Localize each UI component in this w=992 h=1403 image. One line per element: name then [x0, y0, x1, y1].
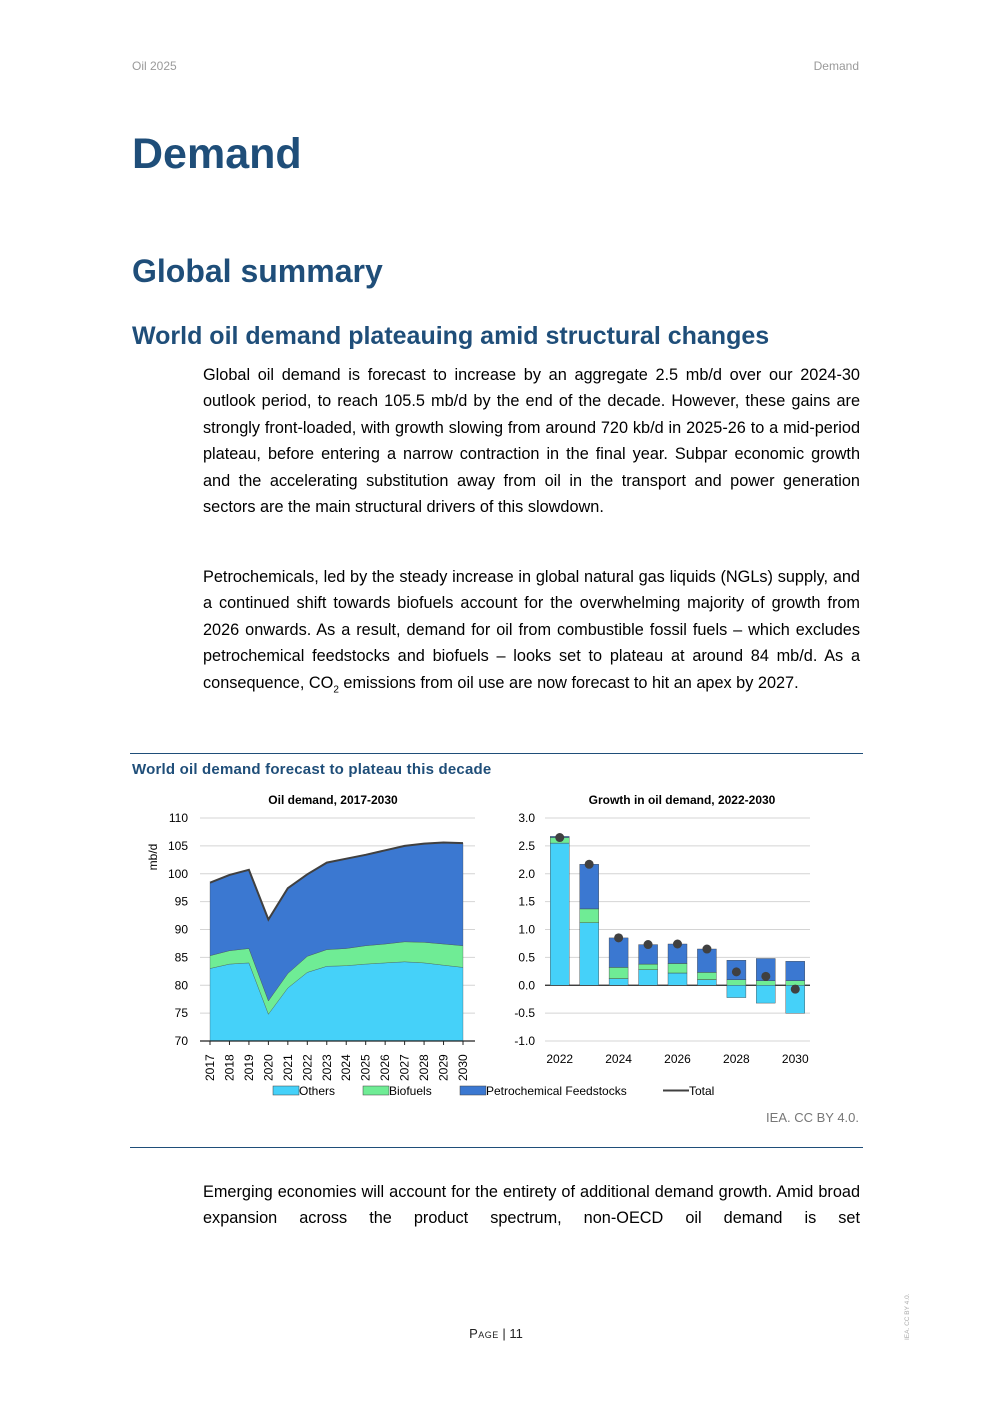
- right-y-tick-label: -0.5: [514, 1006, 535, 1021]
- left-y-tick-label: 85: [174, 950, 188, 965]
- bar-others: [668, 973, 687, 985]
- left-x-tick-label: 2024: [339, 1054, 354, 1081]
- left-x-tick-label: 2029: [436, 1054, 451, 1081]
- left-x-tick-label: 2019: [241, 1054, 256, 1081]
- right-y-tick-label: 0.5: [518, 950, 535, 965]
- bar-others: [550, 843, 569, 985]
- right-x-tick-label: 2028: [723, 1052, 750, 1066]
- left-x-tick-label: 2022: [300, 1054, 315, 1081]
- figure-source: IEA. CC BY 4.0.: [766, 1110, 859, 1125]
- total-marker: [732, 967, 741, 976]
- left-y-tick-label: 95: [174, 894, 188, 909]
- bar-others: [580, 923, 599, 985]
- bar-biofuels: [697, 972, 716, 979]
- area-others: [210, 962, 463, 1041]
- right-x-tick-label: 2022: [546, 1052, 574, 1066]
- bar-biofuels: [668, 964, 687, 974]
- bar-petrochemical-feedstocks: [580, 864, 599, 909]
- paragraph-1: Global oil demand is forecast to increase by an aggregate 2.5 mb/d over our 2024-30 outlook period, to reach 105.5 mb/d by the end of the decade. However, these gains are strongly front-loaded, with growth slowing from around 720 kb/d in 2025-26 to a mid-period plateau, before entering a narrow contraction in the final year. Subpar economic growth and the accelerating substitution away from oil in the transport and power generation sectors are the main structural drivers of this slowdown.: [203, 366, 860, 517]
- bar-biofuels: [639, 964, 658, 970]
- right-y-tick-label: 2.5: [518, 838, 535, 853]
- paragraph-2-text-a: Petrochemicals, led by the steady increase in global natural gas liquids (NGLs) supply, and a continued shift towards biofuels account for the overwhelming majority of growth from 2026 onwards. As a result, demand for oil from combustible fossil fuels – which excludes petrochemical feedstocks and biofuels – looks set to plateau at around 84 mb/d. As a consequence, CO: [203, 568, 860, 692]
- running-header-left: Oil 2025: [132, 59, 177, 73]
- right-y-tick-label: 1.5: [518, 894, 535, 909]
- chart-legend: [273, 1084, 714, 1098]
- total-marker: [791, 985, 800, 994]
- left-y-tick-label: 70: [174, 1034, 188, 1048]
- legend-label-petrochemical-feedstocks: Petrochemical Feedstocks: [486, 1084, 627, 1098]
- left-x-tick-label: 2017: [203, 1054, 217, 1081]
- page-label: Page: [469, 1326, 499, 1341]
- right-chart-title: Growth in oil demand, 2022-2030: [588, 793, 776, 807]
- right-y-tick-label: 1.0: [518, 922, 535, 937]
- figure-bottom-rule: [130, 1147, 863, 1148]
- paragraph-3: Emerging economies will account for the entirety of additional demand growth. Amid broad expansion across the product spectrum, non-OECD oil demand is set: [203, 1183, 860, 1228]
- right-x-tick-label: 2030: [781, 1052, 809, 1066]
- legend-swatch-petrochemical-feedstocks: [460, 1086, 486, 1095]
- bar-biofuels: [609, 967, 628, 978]
- left-y-tick-label: 80: [174, 978, 188, 993]
- co2-subscript: 2: [333, 683, 339, 695]
- figure-top-rule: [130, 753, 863, 754]
- left-x-tick-label: 2021: [280, 1054, 295, 1081]
- left-y-tick-label: 110: [168, 811, 188, 825]
- left-x-tick-label: 2025: [358, 1054, 373, 1081]
- figure-charts: [130, 785, 863, 1110]
- legend-label-biofuels: Biofuels: [389, 1084, 432, 1098]
- bar-biofuels: [580, 909, 599, 923]
- oil-demand-area-chart: [146, 793, 475, 1081]
- bar-others: [727, 985, 746, 997]
- legend-swatch-biofuels: [363, 1086, 389, 1095]
- page-number: 11: [509, 1326, 523, 1341]
- right-x-tick-label: 2024: [605, 1052, 632, 1066]
- paragraph-2-text-b: emissions from oil use are now forecast to hit an apex by 2027.: [338, 673, 799, 692]
- bar-biofuels: [786, 981, 805, 986]
- total-marker: [555, 833, 564, 842]
- total-marker: [761, 972, 770, 981]
- right-y-tick-label: 2.0: [518, 866, 535, 881]
- left-y-tick-label: 100: [167, 866, 188, 881]
- left-y-tick-label: 90: [174, 922, 188, 937]
- page-title: Demand: [132, 130, 302, 178]
- right-y-tick-label: -1.0: [514, 1034, 535, 1048]
- total-marker: [644, 940, 653, 949]
- bar-biofuels: [756, 981, 775, 986]
- bar-petrochemical-feedstocks: [786, 961, 805, 981]
- left-y-tick-label: 105: [167, 838, 188, 853]
- total-marker: [585, 860, 594, 869]
- bar-others: [697, 980, 716, 986]
- right-y-tick-label: 3.0: [518, 811, 535, 825]
- figure-title: World oil demand forecast to plateau this decade: [132, 761, 492, 778]
- left-chart-title: Oil demand, 2017-2030: [268, 793, 398, 807]
- paragraph-2: [203, 564, 860, 703]
- left-x-tick-label: 2030: [456, 1054, 470, 1081]
- legend-swatch-others: [273, 1086, 299, 1095]
- left-x-tick-label: 2027: [397, 1054, 412, 1081]
- subsection-title: World oil demand plateauing amid structural changes: [132, 322, 770, 350]
- page-footer: Page | 11: [469, 1326, 523, 1341]
- left-x-tick-label: 2018: [222, 1054, 237, 1081]
- legend-label-others: Others: [299, 1084, 336, 1098]
- running-header-right: Demand: [813, 59, 859, 73]
- left-x-tick-label: 2026: [378, 1054, 393, 1081]
- right-x-tick-label: 2026: [664, 1052, 691, 1066]
- demand-growth-bar-chart: [514, 793, 810, 1066]
- legend-label-total: Total: [689, 1084, 715, 1098]
- total-marker: [673, 939, 682, 948]
- total-marker: [702, 945, 711, 954]
- bar-others: [756, 985, 775, 1003]
- left-y-axis-label: mb/d: [146, 843, 160, 871]
- bar-others: [639, 970, 658, 986]
- left-x-tick-label: 2028: [417, 1054, 432, 1081]
- right-y-tick-label: 0.0: [518, 978, 535, 993]
- side-license-note: IEA. CC BY 4.0.: [904, 1293, 911, 1340]
- left-x-tick-label: 2023: [319, 1054, 334, 1081]
- left-x-tick-label: 2020: [261, 1054, 276, 1081]
- bar-biofuels: [727, 980, 746, 986]
- total-marker: [614, 933, 623, 942]
- left-y-tick-label: 75: [174, 1006, 188, 1021]
- bar-others: [609, 979, 628, 986]
- section-title: Global summary: [132, 253, 383, 289]
